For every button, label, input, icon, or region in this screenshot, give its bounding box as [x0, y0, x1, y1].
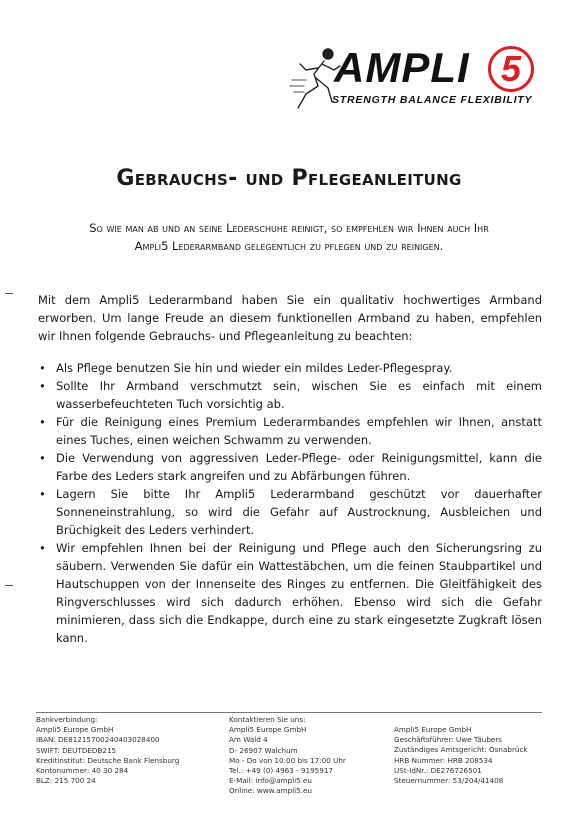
footer-contact-email: E-Mail: info@ampli5.eu [229, 776, 312, 786]
list-item [38, 377, 542, 413]
footer-contact-line: Am Wald 4 [229, 735, 268, 745]
footer-bank-swift: SWIFT: DEUTDEDB215 [36, 745, 117, 755]
logo-wordmark: AMPLI [334, 44, 470, 91]
list-item-text: Für die Reinigung eines Premium Lederarmbandes empfehlen wir Ihnen, anstatt eines Tuches, einen weichen Schwamm zu verwenden. [56, 415, 542, 447]
footer-company-line: Ampli5 Europe GmbH [394, 725, 472, 734]
footer-bank-line: Ampli5 Europe GmbH [36, 725, 114, 735]
footer-company-line: USt-IdNr.: DE276726501 [394, 765, 482, 775]
footer-contact-hours: Mo - Do von 10:00 bis 17:00 Uhr [229, 755, 346, 765]
brand-logo [288, 44, 542, 114]
list-item-text: Wir empfehlen Ihnen bei der Reinigung und Pflege auch den Sicherungsring zu säubern. Verwenden Sie dafür ein Wattestäbchen, um die feinen Staubpartikel und Hautschuppen von der Innenseite des Ringes zu entfernen. Die Gleitfähigkeit des Ringverschlusses wird sich dadurch erhöhen. Ebenso wird sich die Gefahr minimieren, dass sich die Endkappe, durch eine zu stark eingesetzte Zugkraft lösen kann. [56, 541, 542, 645]
list-item-text: Sollte Ihr Armband verschmutzt sein, wischen Sie es einfach mit einem wasserbefeuchteten Tuch vorsichtig ab. [56, 379, 542, 411]
page-title: Gebrauchs- und Pflegeanleitung [116, 166, 462, 191]
list-item [38, 539, 542, 647]
fold-mark-top [5, 293, 13, 294]
footer-contact-heading: Kontaktieren Sie uns: [229, 715, 306, 724]
footer-bank-account: Kontonummer: 40 30 284 [36, 766, 129, 776]
footer-contact-line: D- 26907 Walchum [229, 745, 298, 755]
care-instructions-list [38, 359, 542, 647]
bullet-icon: • [39, 451, 46, 465]
intro-paragraph: Mit dem Ampli5 Lederarmband haben Sie ein qualitativ hochwertiges Armband erworben. Um lange Freude an diesem funktionellen Armband zu haben, empfehlen wir Ihnen folgende Gebrauchs- und Pflegeanleitung zu beachten: [38, 293, 542, 343]
footer-bank-info [36, 715, 179, 786]
logo-five-badge: 5 [488, 46, 534, 92]
list-item [38, 449, 542, 485]
footer-company-line: Geschäftsführer: Uwe Täubers [394, 735, 503, 745]
footer-company-line: Zuständiges Amtsgericht: Osnabrück [394, 745, 528, 755]
footer-contact-info [229, 715, 346, 797]
list-item [38, 413, 542, 449]
page-subtitle: So wie man ab und an seine Lederschuhe reinigt, so empfehlen wir Ihnen auch Ihr Ampli5 Lederarmband gelegentlich zu pflegen und zu reinigen. [89, 221, 489, 253]
list-item-text: Lagern Sie bitte Ihr Ampli5 Lederarmband geschützt vor dauerhafter Sonneneinstrahlung, so wird die Gefahr auf Austrocknung, Ausbleichen und Brüchigkeit des Leders verhindert. [56, 487, 542, 537]
logo-tagline: STRENGTH BALANCE FLEXIBILITY [332, 94, 533, 106]
bullet-icon: • [39, 379, 46, 393]
list-item-text: Die Verwendung von aggressiven Leder-Pflege- oder Reinigungsmittel, kann die Farbe des Leders stark angreifen und zu Abfärbungen führen. [56, 451, 542, 483]
footer-divider [36, 712, 542, 713]
list-item [38, 359, 542, 377]
footer-bank-iban: IBAN: DE81215700240403028400 [36, 735, 160, 745]
footer-company-line: HRB Nummer: HRB 208534 [394, 755, 493, 765]
bullet-icon: • [39, 415, 46, 429]
footer-company-info [394, 725, 528, 786]
footer-bank-institute: Kreditinstitut: Deutsche Bank Flensburg [36, 755, 180, 765]
bullet-icon: • [39, 487, 46, 501]
footer-contact-phone: Tel.: +49 (0) 4963 - 9195917 [229, 766, 333, 776]
list-item-text: Als Pflege benutzen Sie hin und wieder ein mildes Leder-Pflegespray. [56, 361, 453, 375]
list-item [38, 485, 542, 539]
footer-bank-heading: Bankverbindung: [36, 715, 98, 724]
bullet-icon: • [39, 361, 46, 375]
document-body [38, 291, 542, 647]
footer-contact-line: Ampli5 Europe GmbH [229, 725, 307, 735]
bullet-icon: • [39, 541, 46, 555]
footer-contact-website: Online: www.ampli5.eu [229, 786, 312, 796]
fold-mark-bottom [5, 585, 13, 586]
footer-company-line: Steuernummer: 53/204/41408 [394, 776, 504, 786]
footer-bank-blz: BLZ: 215 700 24 [36, 776, 96, 786]
